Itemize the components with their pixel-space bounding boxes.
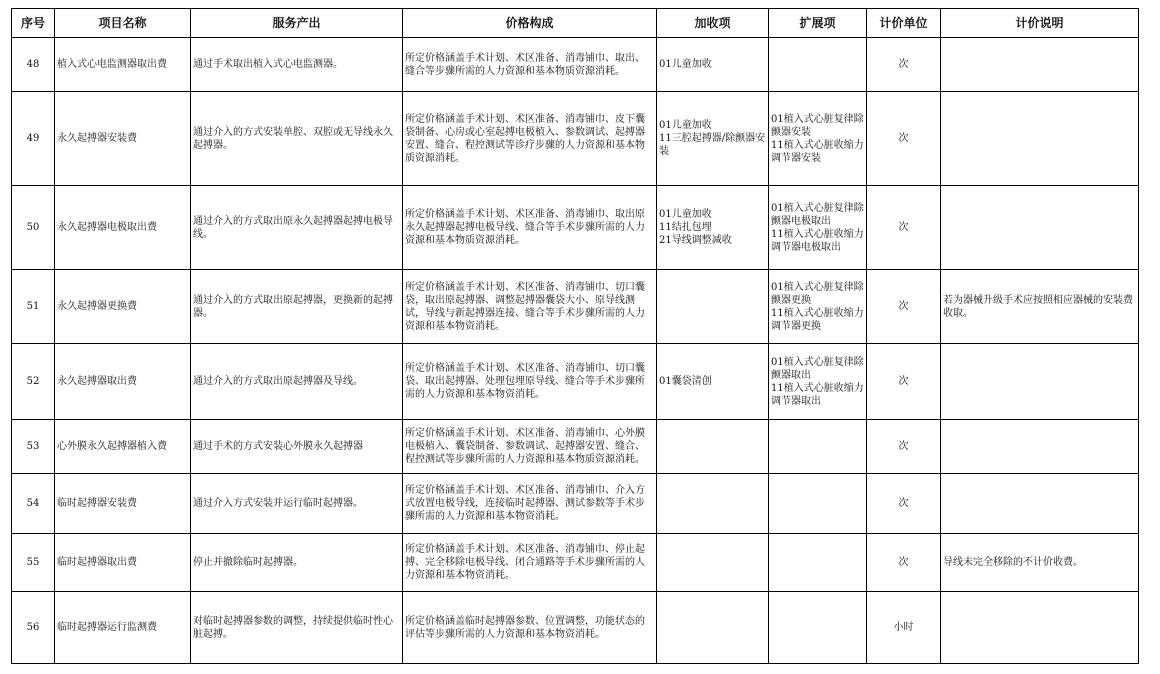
cell-name: 心外膜永久起搏器植入费 (55, 420, 191, 474)
cell-note (941, 474, 1139, 534)
cell-output: 对临时起搏器参数的调整，持续提供临时性心脏起搏。 (191, 592, 403, 664)
header-unit: 计价单位 (867, 9, 941, 38)
cell-note (941, 186, 1139, 270)
cell-name: 植入式心电监测器取出费 (55, 38, 191, 92)
cell-surcharge (657, 592, 769, 664)
cell-unit: 小时 (867, 592, 941, 664)
cell-extension: 01植入式心脏复律除颤器安装 11植入式心脏收缩力调节器安装 (769, 92, 867, 186)
table-row (12, 534, 1139, 592)
cell-unit: 次 (867, 420, 941, 474)
header-surcharge: 加收项 (657, 9, 769, 38)
cell-output: 通过介入的方式安装单腔、双腔或无导线永久起搏器。 (191, 92, 403, 186)
cell-output: 通过介入的方式取出原起搏器，更换新的起搏器。 (191, 270, 403, 344)
cell-extension: 01植入式心脏复律除颤器电极取出 11植入式心脏收缩力调节器电极取出 (769, 186, 867, 270)
cell-note (941, 344, 1139, 420)
cell-surcharge (657, 534, 769, 592)
cell-surcharge: 01儿童加收 11结扎包埋 21导线调整减收 (657, 186, 769, 270)
cell-extension: 01植入式心脏复律除颤器更换 11植入式心脏收缩力调节器更换 (769, 270, 867, 344)
cell-extension (769, 474, 867, 534)
cell-name: 永久起搏器安装费 (55, 92, 191, 186)
cell-extension (769, 534, 867, 592)
cell-price: 所定价格涵盖手术计划、术区准备、消毒铺巾、停止起搏、完全移除电极导线、闭合通路等手术步骤所需的人力资源和基本物资消耗。 (403, 534, 657, 592)
cell-unit: 次 (867, 344, 941, 420)
table-row (12, 38, 1139, 92)
table-row (12, 186, 1139, 270)
cell-note (941, 92, 1139, 186)
cell-surcharge: 01儿童加收 (657, 38, 769, 92)
cell-price: 所定价格涵盖手术计划、术区准备、消毒铺巾、取出、缝合等步骤所需的人力资源和基本物质资源消耗。 (403, 38, 657, 92)
cell-no: 48 (12, 38, 55, 92)
cell-price: 所定价格涵盖手术计划、术区准备、消毒铺巾、取出原永久起搏器起搏电极导线、缝合等手术步骤所需的人力资源和基本物质资源消耗。 (403, 186, 657, 270)
cell-note (941, 38, 1139, 92)
cell-no: 56 (12, 592, 55, 664)
cell-name: 永久起搏器取出费 (55, 344, 191, 420)
cell-unit: 次 (867, 92, 941, 186)
cell-note: 若为器械升级手术应按照相应器械的安装费收取。 (941, 270, 1139, 344)
cell-no: 50 (12, 186, 55, 270)
cell-name: 临时起搏器安装费 (55, 474, 191, 534)
cell-output: 通过介入的方式取出原起搏器及导线。 (191, 344, 403, 420)
cell-unit: 次 (867, 534, 941, 592)
cell-extension (769, 420, 867, 474)
cell-no: 54 (12, 474, 55, 534)
cell-note (941, 420, 1139, 474)
cell-name: 临时起搏器运行监测费 (55, 592, 191, 664)
cell-extension (769, 38, 867, 92)
cell-note: 导线未完全移除的不计价收费。 (941, 534, 1139, 592)
cell-price: 所定价格涵盖手术计划、术区准备、消毒铺巾、皮下囊袋制备、心房或心室起搏电极植入、参数调试、起搏器安置、缝合、程控测试等诊疗步骤的人力资源和基本物质资源消耗。 (403, 92, 657, 186)
cell-surcharge (657, 420, 769, 474)
cell-price: 所定价格涵盖临时起搏器参数、位置调整，功能状态的评估等步骤所需的人力资源和基本物资消耗。 (403, 592, 657, 664)
header-extension: 扩展项 (769, 9, 867, 38)
cell-price: 所定价格涵盖手术计划、术区准备、消毒铺巾、切口囊袋，取出原起搏器、调整起搏器囊袋大小、原导线测试，导线与新起搏器连接、缝合等手术步骤所需的人力资源和基本物资消耗。 (403, 270, 657, 344)
cell-surcharge: 01儿童加收 11三腔起搏器/除颤器安装 (657, 92, 769, 186)
cell-output: 通过介入的方式取出原永久起搏器起搏电极导线。 (191, 186, 403, 270)
cell-unit: 次 (867, 474, 941, 534)
cell-unit: 次 (867, 186, 941, 270)
cell-no: 52 (12, 344, 55, 420)
cell-output: 通过介入方式安装并运行临时起搏器。 (191, 474, 403, 534)
header-no: 序号 (12, 9, 55, 38)
cell-unit: 次 (867, 270, 941, 344)
header-price: 价格构成 (403, 9, 657, 38)
cell-note (941, 592, 1139, 664)
header-name: 项目名称 (55, 9, 191, 38)
table-row (12, 344, 1139, 420)
cell-no: 49 (12, 92, 55, 186)
header-output: 服务产出 (191, 9, 403, 38)
cell-surcharge (657, 474, 769, 534)
cell-no: 53 (12, 420, 55, 474)
cell-name: 永久起搏器更换费 (55, 270, 191, 344)
table-header-row (12, 9, 1139, 38)
cell-output: 通过手术的方式安装心外膜永久起搏器 (191, 420, 403, 474)
cell-output: 通过手术取出植入式心电监测器。 (191, 38, 403, 92)
pricing-table (11, 8, 1139, 664)
cell-unit: 次 (867, 38, 941, 92)
cell-price: 所定价格涵盖手术计划、术区准备、消毒铺巾、介入方式放置电极导线，连接临时起搏器、测试参数等手术步骤所需的人力资源和基本物资消耗。 (403, 474, 657, 534)
table-row (12, 270, 1139, 344)
table-row (12, 474, 1139, 534)
table-row (12, 92, 1139, 186)
cell-price: 所定价格涵盖手术计划、术区准备、消毒铺巾、切口囊袋、取出起搏器、处理包埋原导线、缝合等手术步骤所需的人力资源和基本物资消耗。 (403, 344, 657, 420)
cell-extension: 01植入式心脏复律除颤器取出 11植入式心脏收缩力调节器取出 (769, 344, 867, 420)
cell-extension (769, 592, 867, 664)
cell-no: 51 (12, 270, 55, 344)
cell-surcharge (657, 270, 769, 344)
cell-price: 所定价格涵盖手术计划、术区准备、消毒铺巾、心外膜电极植入、囊袋制备、参数调试、起搏器安置、缝合、程控测试等步骤所需的人力资源和基本物质资源消耗。 (403, 420, 657, 474)
cell-no: 55 (12, 534, 55, 592)
cell-name: 临时起搏器取出费 (55, 534, 191, 592)
cell-surcharge: 01囊袋清创 (657, 344, 769, 420)
table-row (12, 420, 1139, 474)
header-note: 计价说明 (941, 9, 1139, 38)
table-row (12, 592, 1139, 664)
cell-name: 永久起搏器电极取出费 (55, 186, 191, 270)
cell-output: 停止并撤除临时起搏器。 (191, 534, 403, 592)
table-body (12, 38, 1139, 664)
